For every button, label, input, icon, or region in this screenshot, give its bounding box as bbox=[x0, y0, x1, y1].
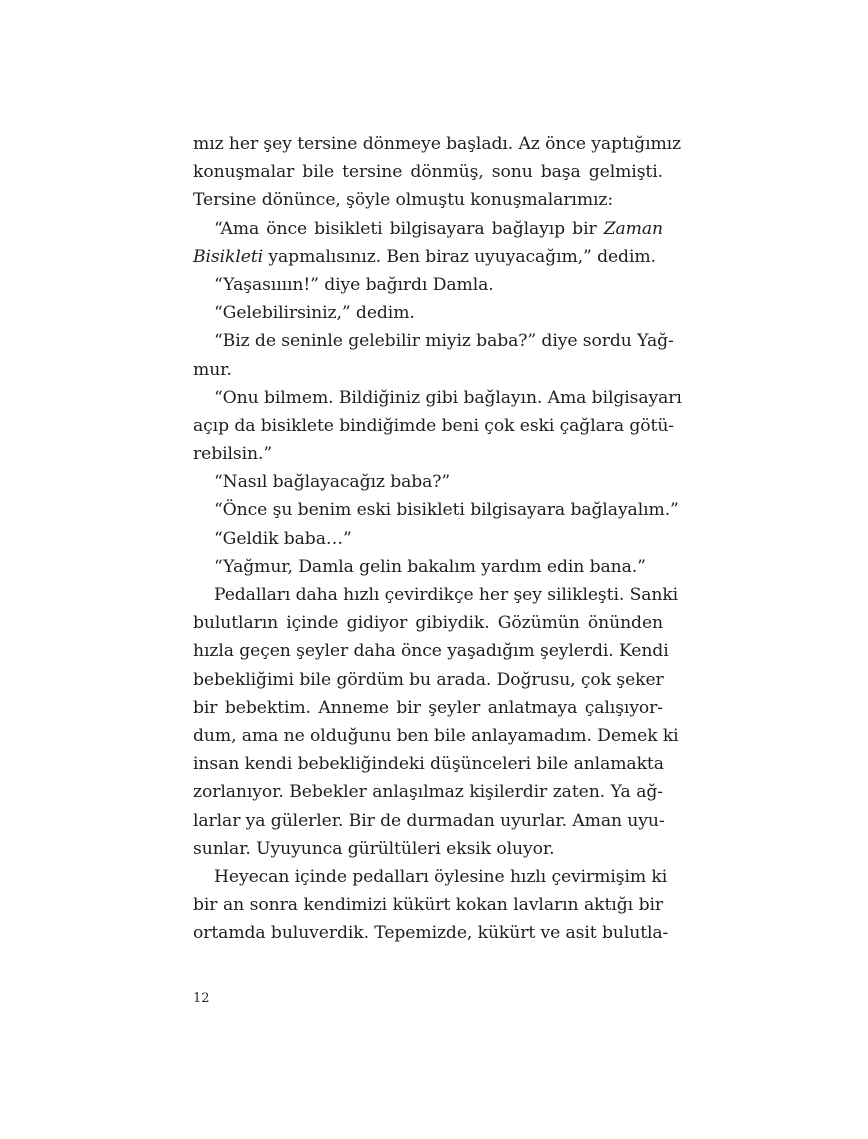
body-text bbox=[193, 130, 682, 947]
text-line: Pedalları daha hızlı çevirdikçe her şey silikleşti. Sanki bbox=[214, 585, 679, 605]
text-line: “Gelebilirsiniz,” dedim. bbox=[214, 303, 415, 324]
text-line: hızla geçen şeyler daha önce yaşadığım şeylerdi. Kendi bbox=[193, 641, 669, 662]
text-line bbox=[193, 243, 663, 271]
text-line: rebilsin.” bbox=[193, 444, 273, 465]
text-line: “Yağmur, Damla gelin bakalım yardım edin bana.” bbox=[214, 556, 646, 577]
text-line: “Geldik baba…” bbox=[214, 528, 352, 549]
text-line: mız her şey tersine dönmeye başladı. Az önce yaptığımız bbox=[193, 134, 682, 154]
text-segment: yapmalısınız. Ben biraz uyuyacağım,” dedim. bbox=[263, 246, 656, 267]
text-line: “Yaşasıııın!” diye bağırdı Damla. bbox=[214, 274, 494, 295]
italic-title: Zaman bbox=[603, 218, 663, 239]
text-line: “Biz de seninle gelebilir miyiz baba?” diye sordu Yağ- bbox=[214, 331, 674, 352]
text-line: bebekliğimi bile gördüm bu arada. Doğrusu, çok şeker bbox=[193, 669, 664, 690]
text-line: ortamda buluverdik. Tepemizde, kükürt ve asit bulutla- bbox=[193, 923, 669, 944]
text-line: dum, ama ne olduğunu ben bile anlayamadım. Demek ki bbox=[193, 725, 679, 746]
text-line bbox=[193, 215, 663, 243]
text-line: “Önce şu benim eski bisikleti bilgisayara bağlayalım.” bbox=[214, 500, 679, 521]
text-segment: “Ama önce bisikleti bilgisayara bağlayıp bir bbox=[214, 218, 604, 239]
text-line: insan kendi bebekliğindeki düşünceleri bile anlamakta bbox=[193, 754, 664, 775]
page-number: 12 bbox=[193, 991, 210, 1006]
text-line: mur. bbox=[193, 359, 232, 380]
text-line: konuşmalar bile tersine dönmüş, sonu başa gelmişti. bbox=[193, 162, 663, 183]
text-line: açıp da bisiklete bindiğimde beni çok eski çağlara götü- bbox=[193, 415, 674, 436]
text-line: bir bebektim. Anneme bir şeyler anlatmaya çalışıyor- bbox=[193, 697, 663, 718]
italic-title: Bisikleti bbox=[193, 246, 264, 267]
text-line: “Nasıl bağlayacağız baba?” bbox=[214, 472, 451, 493]
text-line: bulutların içinde gidiyor gibiydik. Gözümün önünden bbox=[193, 613, 663, 634]
text-line: “Onu bilmem. Bildiğiniz gibi bağlayın. Ama bilgisayarı bbox=[214, 387, 682, 408]
text-line: Heyecan içinde pedalları öylesine hızlı çevirmişim ki bbox=[214, 866, 668, 887]
text-line: sunlar. Uyuyunca gürültüleri eksik oluyor. bbox=[193, 838, 555, 859]
text-line: Tersine dönünce, şöyle olmuştu konuşmalarımız: bbox=[193, 190, 614, 211]
text-line: larlar ya gülerler. Bir de durmadan uyurlar. Aman uyu- bbox=[193, 810, 665, 831]
text-line: bir an sonra kendimizi kükürt kokan lavların aktığı bir bbox=[193, 895, 663, 916]
text-line: zorlanıyor. Bebekler anlaşılmaz kişilerdir zaten. Ya ağ- bbox=[193, 782, 663, 803]
